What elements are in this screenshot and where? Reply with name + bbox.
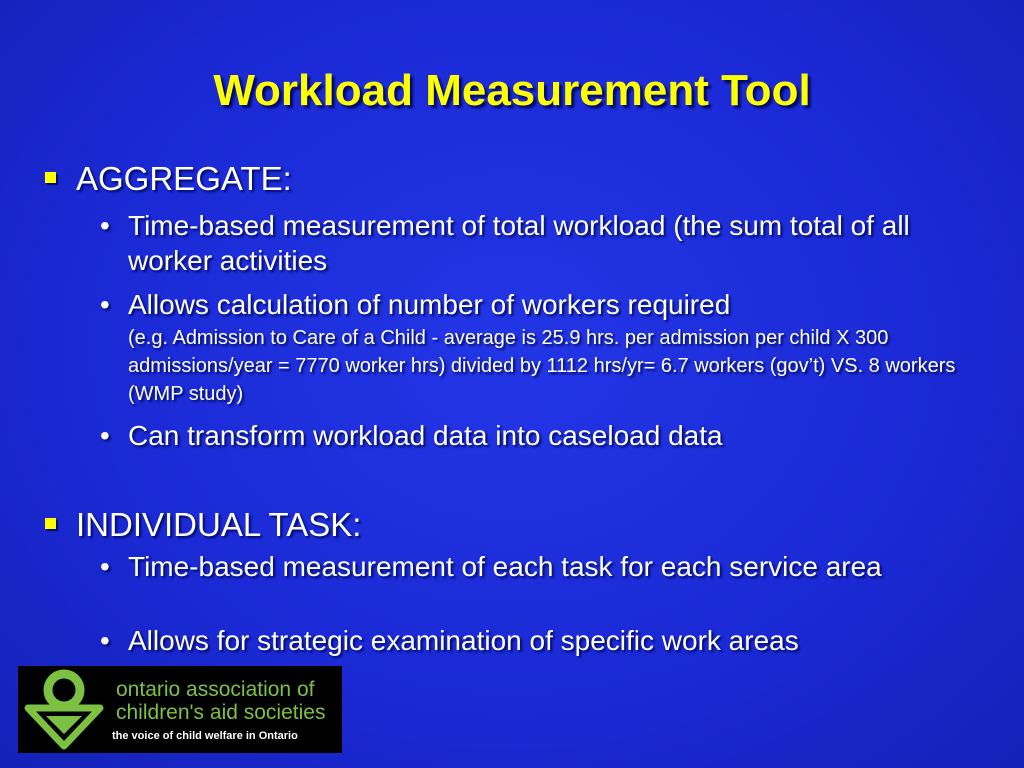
bullet-item <box>100 208 960 278</box>
bullet-item <box>100 287 960 408</box>
bullet-dot-icon: • <box>100 625 110 656</box>
bullet-text: Allows for strategic examination of specific work areas <box>128 625 799 656</box>
oacas-logo <box>18 666 342 753</box>
bullet-item <box>100 623 960 658</box>
logo-tagline: the voice of child welfare in Ontario <box>112 730 298 742</box>
bullet-item <box>100 418 960 453</box>
section-heading: AGGREGATE: <box>76 160 292 197</box>
section-individual <box>45 506 361 544</box>
section-heading: INDIVIDUAL TASK: <box>76 506 362 543</box>
slide-title: Workload Measurement Tool <box>213 66 811 115</box>
bullet-dot-icon: • <box>100 551 110 582</box>
logo-text-line2: children's aid societies <box>116 701 326 724</box>
bullet-text: Can transform workload data into caseload data <box>128 420 723 451</box>
bullet-dot-icon: • <box>100 289 110 320</box>
bullet-item <box>100 549 960 584</box>
square-bullet-icon <box>45 172 56 183</box>
bullet-text: Time-based measurement of each task for each service area <box>128 551 882 582</box>
bullet-dot-icon: • <box>100 210 110 241</box>
down-arrow-circle-icon <box>18 666 118 753</box>
bullet-note: (e.g. Admission to Care of a Child - average is 25.9 hrs. per admission per child X 300 admissions/year = 7770 worker hrs) divided by 1112 hrs/yr= 6.7 workers (gov’t) VS. 8 workers (WMP study) <box>128 327 956 405</box>
section-aggregate <box>45 160 292 198</box>
logo-text-line1: ontario association of <box>116 678 315 701</box>
bullet-text: Allows calculation of number of workers required <box>128 289 731 320</box>
bullet-dot-icon: • <box>100 420 110 451</box>
bullet-text: Time-based measurement of total workload (the sum total of all worker activities <box>128 210 910 276</box>
square-bullet-icon <box>45 518 56 529</box>
